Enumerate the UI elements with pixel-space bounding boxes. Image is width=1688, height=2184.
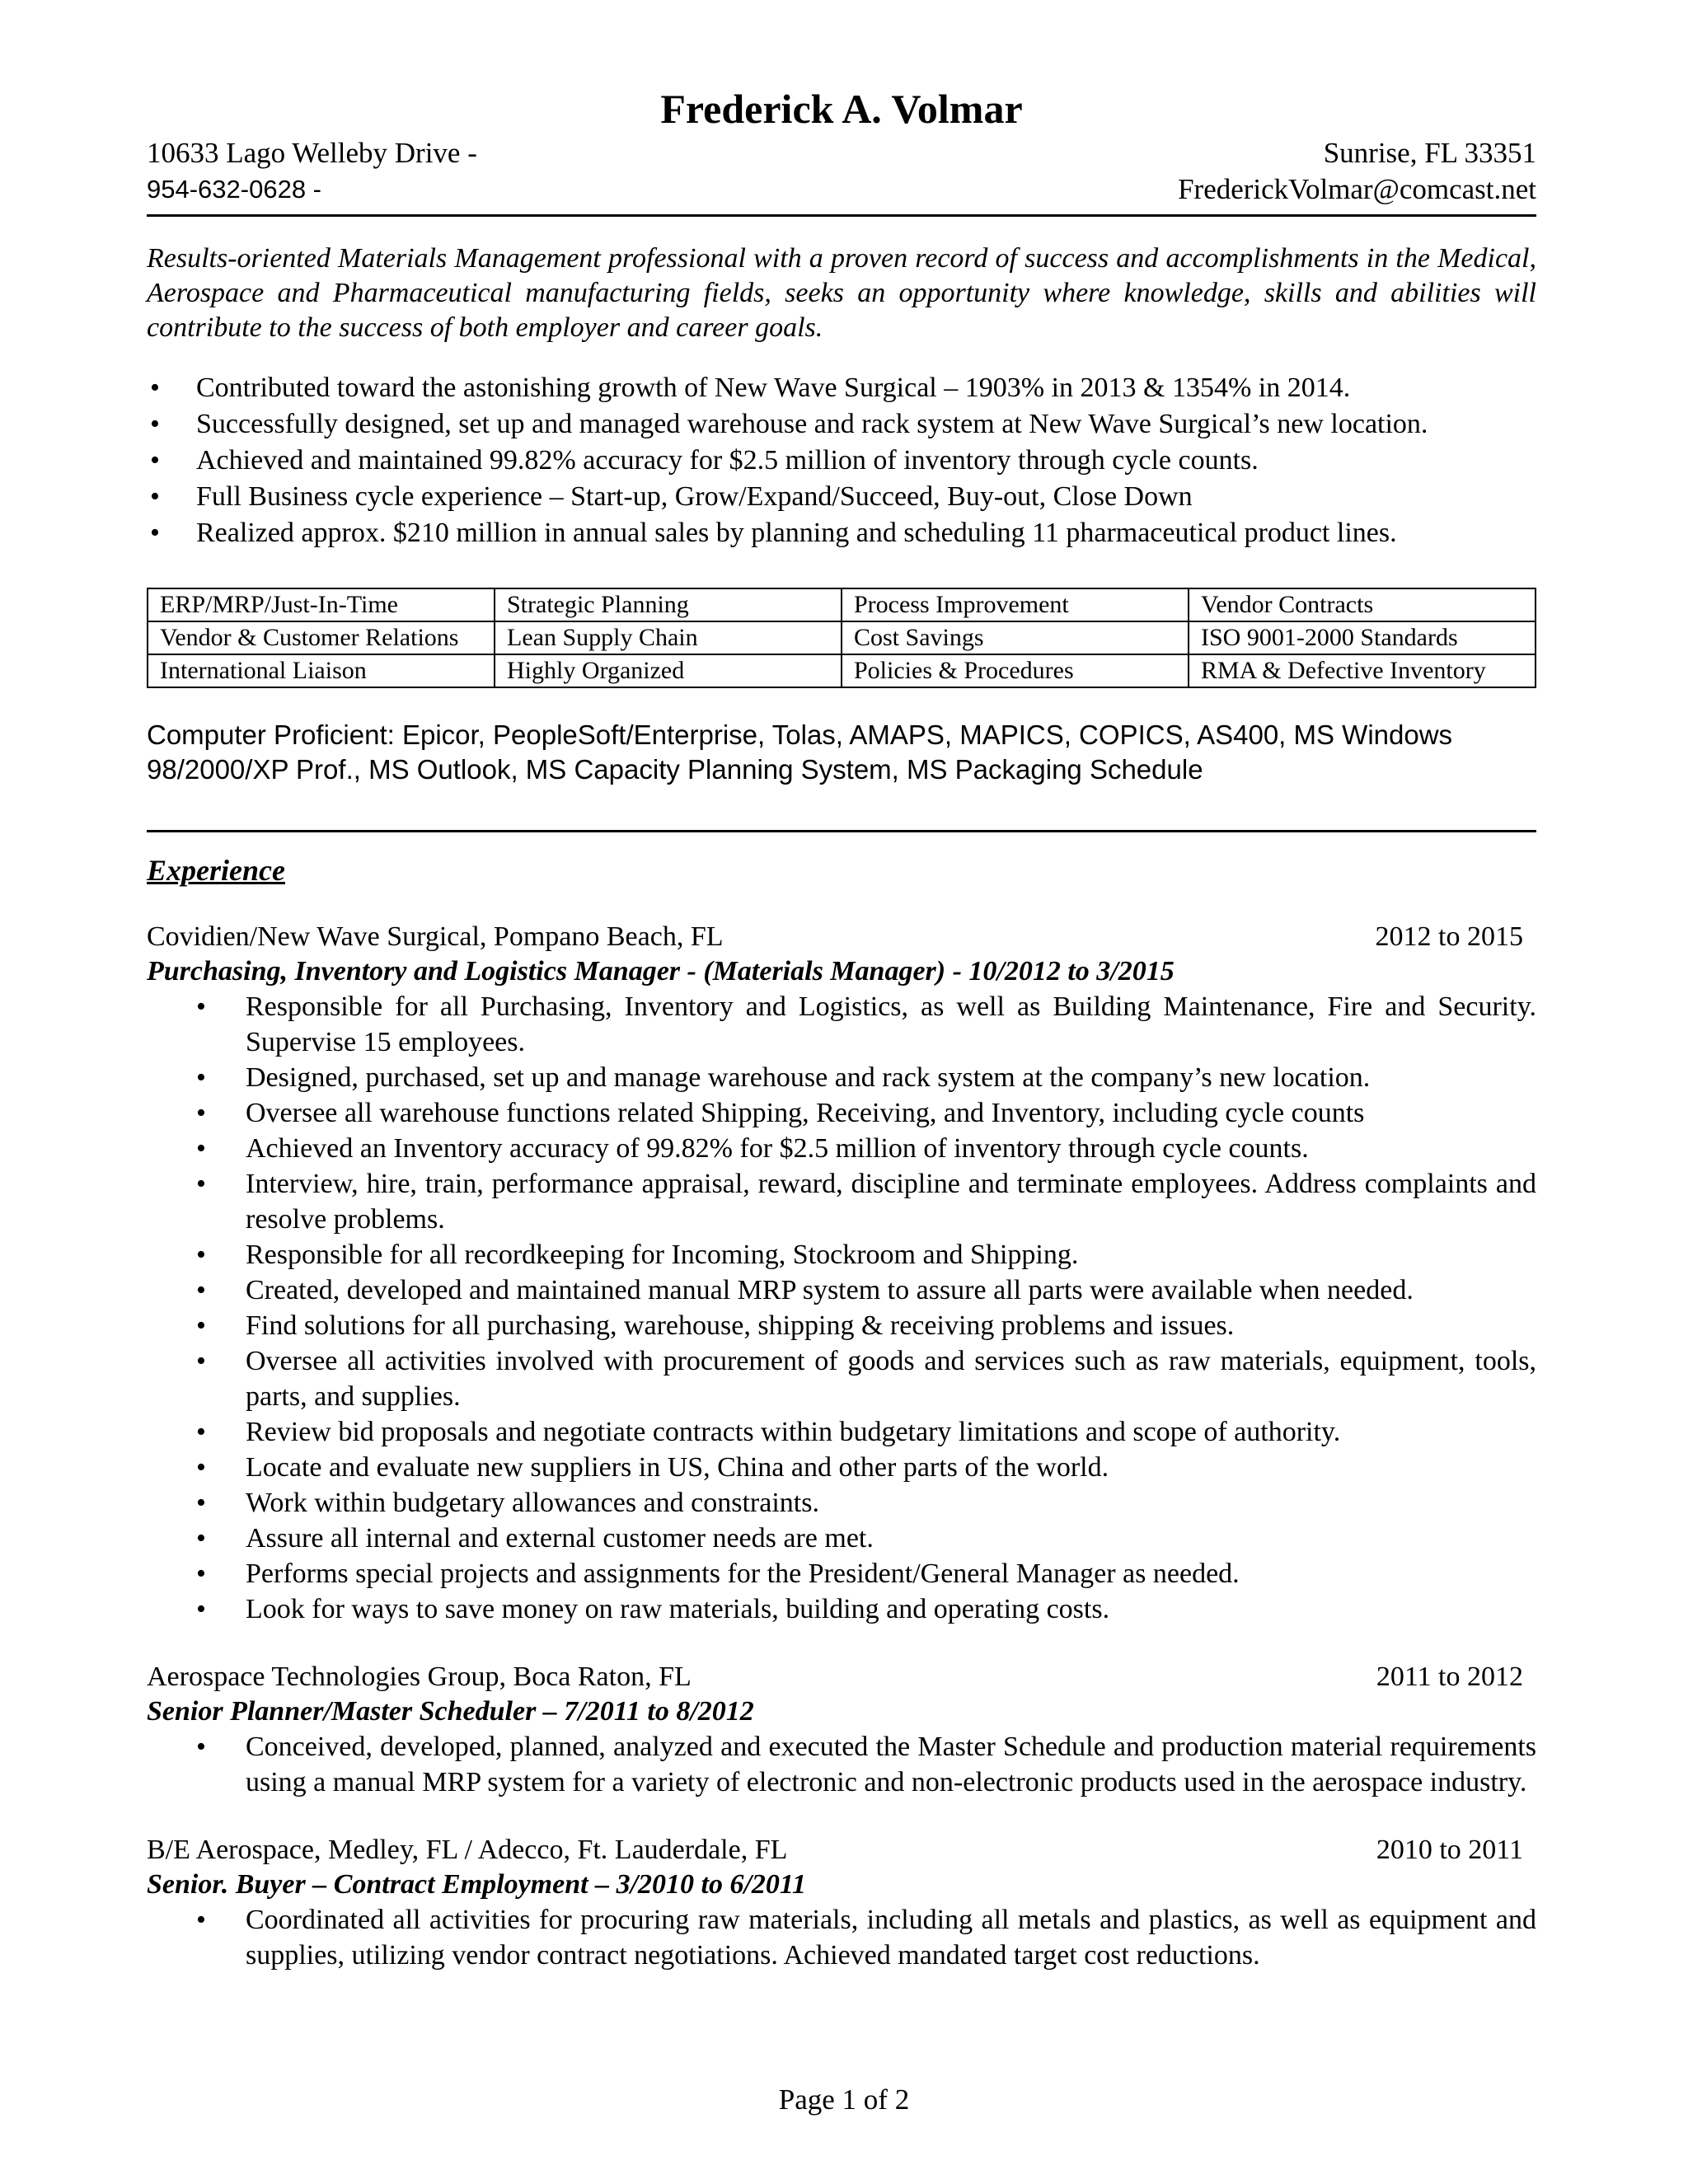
job-company: B/E Aerospace, Medley, FL / Adecco, Ft. Lauderdale, FL — [147, 1835, 788, 1865]
header-divider — [147, 214, 1536, 217]
skill-cell: ISO 9001-2000 Standards — [1189, 621, 1536, 654]
street-address: 10633 Lago Welleby Drive - — [147, 137, 477, 169]
duty-item: • Designed, purchased, set up and manage warehouse and rack system at the company’s new location. — [246, 1060, 1536, 1095]
job-years: 2010 to 2011 — [1376, 1835, 1523, 1865]
duty-item: • Coordinated all activities for procuring raw materials, including all metals and plastics, as well as equipment and supplies, utilizing vendor contract negotiations. Achieved mandated target cost reductions. — [246, 1902, 1536, 1973]
section-divider — [147, 830, 1536, 832]
highlight-item: • Achieved and maintained 99.82% accuracy for $2.5 million of inventory through cycle counts. — [147, 443, 1536, 479]
duty-item: • Look for ways to save money on raw materials, building and operating costs. — [246, 1591, 1536, 1627]
duty-item: • Created, developed and maintained manual MRP system to assure all parts were available when needed. — [246, 1272, 1536, 1308]
job-title: Senior Planner/Master Scheduler – 7/2011 to 8/2012 — [147, 1696, 754, 1727]
job-header — [147, 1660, 1536, 1694]
job-years: 2011 to 2012 — [1376, 1661, 1523, 1692]
job-title: Purchasing, Inventory and Logistics Manager - (Materials Manager) - 10/2012 to 3/2015 — [147, 956, 1175, 987]
duty-item: • Performs special projects and assignments for the President/General Manager as needed. — [246, 1556, 1536, 1591]
duty-item: • Assure all internal and external customer needs are met. — [246, 1521, 1536, 1556]
job-title: Senior. Buyer – Contract Employment – 3/2010 to 6/2011 — [147, 1869, 807, 1900]
page-number: Page 1 of 2 — [778, 2083, 910, 2116]
experience-heading: Experience — [147, 854, 285, 887]
job-header — [147, 1833, 1536, 1868]
phone-number: 954-632-0628 - — [147, 175, 321, 204]
skills-table — [147, 588, 1536, 688]
duty-item: • Work within budgetary allowances and constraints. — [246, 1485, 1536, 1521]
skills-row — [148, 588, 1536, 621]
skill-cell: International Liaison — [148, 654, 495, 687]
computer-proficiency: Computer Proficient: Epicor, PeopleSoft/Enterprise, Tolas, AMAPS, MAPICS, COPICS, AS400, MS Windows 98/2000/XP Prof., MS Outlook, MS Capacity Planning System, MS Packaging Schedule — [147, 719, 1453, 785]
job-header — [147, 920, 1536, 954]
skill-cell: Process Improvement — [842, 588, 1189, 621]
resume-page — [147, 82, 1536, 1973]
skill-cell: Lean Supply Chain — [495, 621, 842, 654]
highlight-item: • Successfully designed, set up and managed warehouse and rack system at New Wave Surgical’s new location. — [147, 406, 1536, 443]
duty-item: • Conceived, developed, planned, analyzed and executed the Master Schedule and production material requirements using a manual MRP system for a variety of electronic and non-electronic products used in the aerospace industry. — [246, 1729, 1536, 1800]
skill-cell: RMA & Defective Inventory — [1189, 654, 1536, 687]
job-duties-list — [147, 1902, 1536, 1973]
job-years: 2012 to 2015 — [1375, 921, 1523, 952]
job-duties-list — [147, 989, 1536, 1627]
job-company: Aerospace Technologies Group, Boca Raton, FL — [147, 1661, 692, 1692]
duty-item: • Achieved an Inventory accuracy of 99.82% for $2.5 million of inventory through cycle counts. — [246, 1131, 1536, 1166]
highlight-item: • Realized approx. $210 million in annual sales by planning and scheduling 11 pharmaceutical product lines. — [147, 515, 1536, 551]
job-duties-list — [147, 1729, 1536, 1800]
skill-cell: Strategic Planning — [495, 588, 842, 621]
skills-row — [148, 621, 1536, 654]
duty-item: • Responsible for all Purchasing, Inventory and Logistics, as well as Building Maintenance, Fire and Security. Supervise 15 employees. — [246, 989, 1536, 1060]
objective-statement: Results-oriented Materials Management professional with a proven record of success and accomplishments in the Medical, Aerospace and Pharmaceutical manufacturing fields, seeks an opportunity where knowledge, skills and abilities will contribute to the success of both employer and career goals. — [147, 243, 1536, 343]
duty-item: • Review bid proposals and negotiate contracts within budgetary limitations and scope of authority. — [246, 1414, 1536, 1450]
duty-item: • Oversee all activities involved with procurement of goods and services such as raw materials, equipment, tools, parts, and supplies. — [246, 1343, 1536, 1414]
highlights-list — [147, 370, 1536, 551]
skills-row — [148, 654, 1536, 687]
duty-item: • Find solutions for all purchasing, warehouse, shipping & receiving problems and issues. — [246, 1308, 1536, 1343]
job-company: Covidien/New Wave Surgical, Pompano Beach, FL — [147, 921, 724, 952]
skill-cell: Cost Savings — [842, 621, 1189, 654]
highlight-item: • Contributed toward the astonishing growth of New Wave Surgical – 1903% in 2013 & 1354% in 2014. — [147, 370, 1536, 406]
city-state-zip: Sunrise, FL 33351 — [1323, 137, 1536, 169]
candidate-name: Frederick A. Volmar — [660, 86, 1023, 132]
skill-cell: Vendor & Customer Relations — [148, 621, 495, 654]
skill-cell: Vendor Contracts — [1189, 588, 1536, 621]
skill-cell: Policies & Procedures — [842, 654, 1189, 687]
phone-email-row — [147, 171, 1536, 214]
email-address: FrederickVolmar@comcast.net — [1178, 173, 1536, 205]
address-row — [147, 135, 1536, 171]
skill-cell: ERP/MRP/Just-In-Time — [148, 588, 495, 621]
skill-cell: Highly Organized — [495, 654, 842, 687]
duty-item: • Oversee all warehouse functions related Shipping, Receiving, and Inventory, including cycle counts — [246, 1095, 1536, 1131]
duty-item: • Locate and evaluate new suppliers in US, China and other parts of the world. — [246, 1450, 1536, 1485]
highlight-item: • Full Business cycle experience – Start-up, Grow/Expand/Succeed, Buy-out, Close Down — [147, 479, 1536, 515]
duty-item: • Interview, hire, train, performance appraisal, reward, discipline and terminate employees. Address complaints and resolve problems. — [246, 1166, 1536, 1237]
duty-item: • Responsible for all recordkeeping for Incoming, Stockroom and Shipping. — [246, 1237, 1536, 1272]
